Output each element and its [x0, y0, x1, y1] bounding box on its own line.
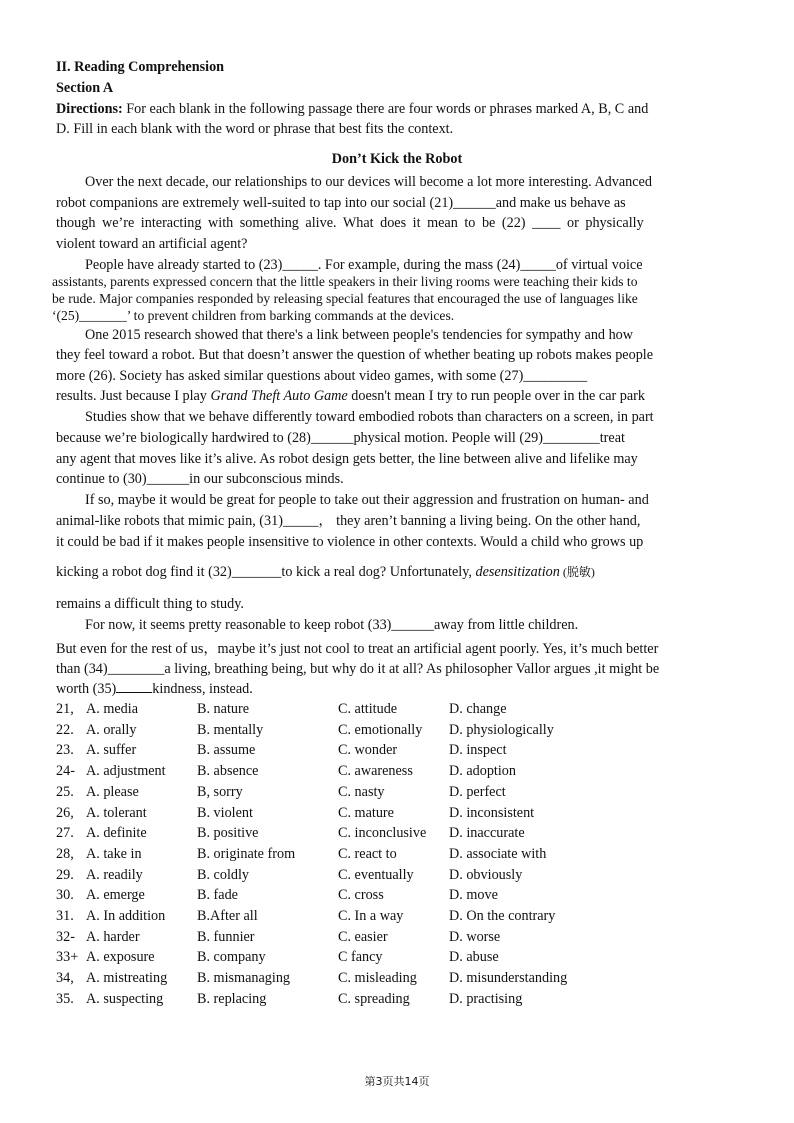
option-a: A. emerge [86, 887, 145, 904]
option-a: A. harder [86, 928, 140, 945]
option-d: D. perfect [449, 783, 506, 800]
passage-line [56, 563, 595, 581]
option-a: A. please [86, 783, 139, 800]
option-b: B. originate from [197, 845, 296, 862]
option-number: 29. [56, 866, 74, 883]
option-number: 30. [56, 887, 74, 904]
passage-line: Studies show that we behave differently toward embodied robots than characters on a screen, in part [85, 409, 654, 425]
option-number: 28, [56, 845, 74, 862]
option-d: D. inspect [449, 742, 507, 759]
section-heading: II. Reading Comprehension [56, 59, 225, 75]
directions-line-2: D. Fill in each blank with the word or phrase that best fits the context. [56, 121, 454, 137]
option-number: 24- [56, 763, 75, 780]
option-c: C. mature [338, 804, 394, 821]
option-a: A. mistreating [86, 970, 168, 987]
option-c: C. In a way [338, 908, 404, 924]
option-d: D. move [449, 887, 498, 904]
directions-label: Directions: [56, 101, 123, 117]
passage-line: it could be bad if it makes people insensitive to violence in other contexts. Would a child who grows up [56, 534, 644, 550]
passage-line: because we’re biologically hardwired to (28)______physical motion. People will (29)________treat [56, 430, 625, 446]
passage-line: remains a difficult thing to study. [56, 596, 244, 612]
option-d: D. associate with [449, 845, 547, 862]
option-b: B. company [197, 949, 266, 966]
option-d: D. inconsistent [449, 804, 535, 821]
option-d: D. physiologically [449, 721, 554, 738]
passage-line [56, 680, 253, 698]
option-a: A. exposure [86, 949, 155, 966]
passage-line: Over the next decade, our relationships to our devices will become a lot more interesting. Advanced [85, 174, 652, 190]
passage-text: worth (35) [56, 681, 117, 697]
option-a: A. definite [86, 825, 147, 842]
option-b: B. absence [197, 763, 259, 780]
option-a: A. take in [86, 845, 142, 862]
option-a: A. In addition [86, 908, 166, 924]
option-number: 22. [56, 721, 74, 738]
blank-line [116, 680, 152, 693]
option-number: 32- [56, 928, 75, 945]
passage-line: But even for the rest of us，maybe it’s just not cool to treat an artificial agent poorly. Yes, it’s much better [56, 641, 659, 657]
option-a: A. suffer [86, 742, 137, 759]
option-d: D. inaccurate [449, 825, 525, 842]
game-title: Grand Theft Auto Game [210, 388, 348, 404]
option-b: B.After all [197, 908, 258, 924]
option-c: C. react to [338, 845, 397, 862]
option-number: 27. [56, 825, 74, 842]
passage-line: more (26). Society has asked similar questions about video games, with some (27)_________ [56, 368, 588, 384]
option-c: C. nasty [338, 783, 385, 800]
passage-line: be rude. Major companies responded by releasing special features that encouraged the use of languages like [52, 291, 638, 306]
option-c: C. attitude [338, 701, 398, 717]
option-b: B. funnier [197, 928, 255, 945]
option-number: 35. [56, 990, 74, 1007]
option-c: C. eventually [338, 866, 414, 883]
passage-title: Don’t Kick the Robot [331, 151, 463, 167]
passage-text: kindness, instead. [152, 681, 253, 697]
option-d: D. practising [449, 990, 523, 1007]
passage-line: they feel toward a robot. But that doesn’t answer the question of whether beating up robots makes people [56, 347, 654, 363]
option-c: C. spreading [338, 990, 410, 1007]
option-d: D. adoption [449, 763, 516, 780]
option-b: B. mentally [197, 721, 264, 738]
option-number: 21, [56, 701, 74, 717]
passage-line: One 2015 research showed that there's a link between people's tendencies for sympathy and how [85, 327, 634, 343]
chinese-gloss: (脱敏) [559, 565, 595, 579]
directions-text-1: For each blank in the following passage there are four words or phrases marked A, B, C and [122, 101, 649, 117]
option-a: A. media [86, 701, 139, 717]
option-b: B. positive [197, 825, 259, 842]
passage-line: ‘(25)_______’ to prevent children from barking commands at the devices. [52, 308, 455, 323]
passage-line: violent toward an artificial agent? [56, 236, 248, 252]
directions-line-1 [56, 101, 648, 118]
option-b: B. replacing [197, 990, 267, 1007]
option-c: C. awareness [338, 763, 413, 780]
option-a: A. adjustment [86, 763, 166, 780]
option-c: C. easier [338, 928, 388, 945]
option-c: C. cross [338, 887, 384, 904]
passage-line: robot companions are extremely well-suited to tap into our social (21)______and make us behave as [56, 195, 626, 211]
option-a: A. orally [86, 721, 137, 738]
passage-line: continue to (30)______in our subconscious minds. [56, 471, 344, 487]
passage-line: If so, maybe it would be great for people to take out their aggression and frustration on human- and [85, 492, 649, 508]
passage-line: animal-like robots that mimic pain, (31)_____， they aren’t banning a living being. On the other hand, [56, 513, 641, 529]
passage-line: People have already started to (23)_____. For example, during the mass (24)_____of virtual voice [85, 257, 643, 273]
option-a: A. suspecting [86, 990, 164, 1007]
option-b: B. coldly [197, 866, 250, 883]
option-a: A. readily [86, 866, 143, 883]
passage-line: though we’re interacting with something alive. What does it mean to be (22) ____ or physically [56, 215, 644, 231]
passage-line: For now, it seems pretty reasonable to keep robot (33)______away from little children. [85, 617, 579, 633]
option-d: D. abuse [449, 949, 499, 966]
option-d: D. worse [449, 928, 501, 945]
option-number: 31. [56, 908, 74, 924]
option-c: C. wonder [338, 742, 398, 759]
option-b: B. assume [197, 742, 256, 759]
passage-line: assistants, parents expressed concern that the little speakers in their living rooms were teaching their kids to [52, 274, 638, 289]
option-d: D. On the contrary [449, 908, 556, 924]
option-b: B. violent [197, 804, 253, 821]
option-b: B. mismanaging [197, 970, 291, 987]
option-d: D. misunderstanding [449, 970, 568, 987]
option-c: C. emotionally [338, 721, 423, 738]
option-number: 23. [56, 742, 74, 759]
option-c: C fancy [338, 949, 383, 966]
passage-line: any agent that moves like it’s alive. As robot design gets better, the line between alive and lifelike may [56, 451, 638, 467]
option-d: D. change [449, 701, 507, 717]
option-b: B, sorry [197, 783, 243, 800]
passage-line: than (34)________a living, breathing being, but why do it at all? As philosopher Vallor argues ,it might be [56, 661, 660, 677]
passage-text: doesn't mean I try to run people over in the car park [347, 388, 645, 404]
option-number: 33+ [56, 949, 79, 966]
option-c: C. inconclusive [338, 825, 427, 842]
option-c: C. misleading [338, 970, 417, 987]
option-number: 34, [56, 970, 74, 987]
option-number: 25. [56, 783, 74, 800]
option-a: A. tolerant [86, 804, 147, 821]
option-b: B. nature [197, 701, 250, 717]
option-number: 26, [56, 804, 74, 821]
option-b: B. fade [197, 887, 238, 904]
passage-text: kicking a robot dog find it (32)_______to kick a real dog? Unfortunately, [56, 564, 476, 580]
option-d: D. obviously [449, 866, 523, 883]
page-footer: 第3页共14页 [364, 1075, 430, 1088]
desensitization-term: desensitization [475, 564, 560, 580]
passage-line [56, 387, 645, 405]
section-subheading: Section A [56, 80, 114, 96]
passage-text: results. Just because I play [56, 388, 211, 404]
